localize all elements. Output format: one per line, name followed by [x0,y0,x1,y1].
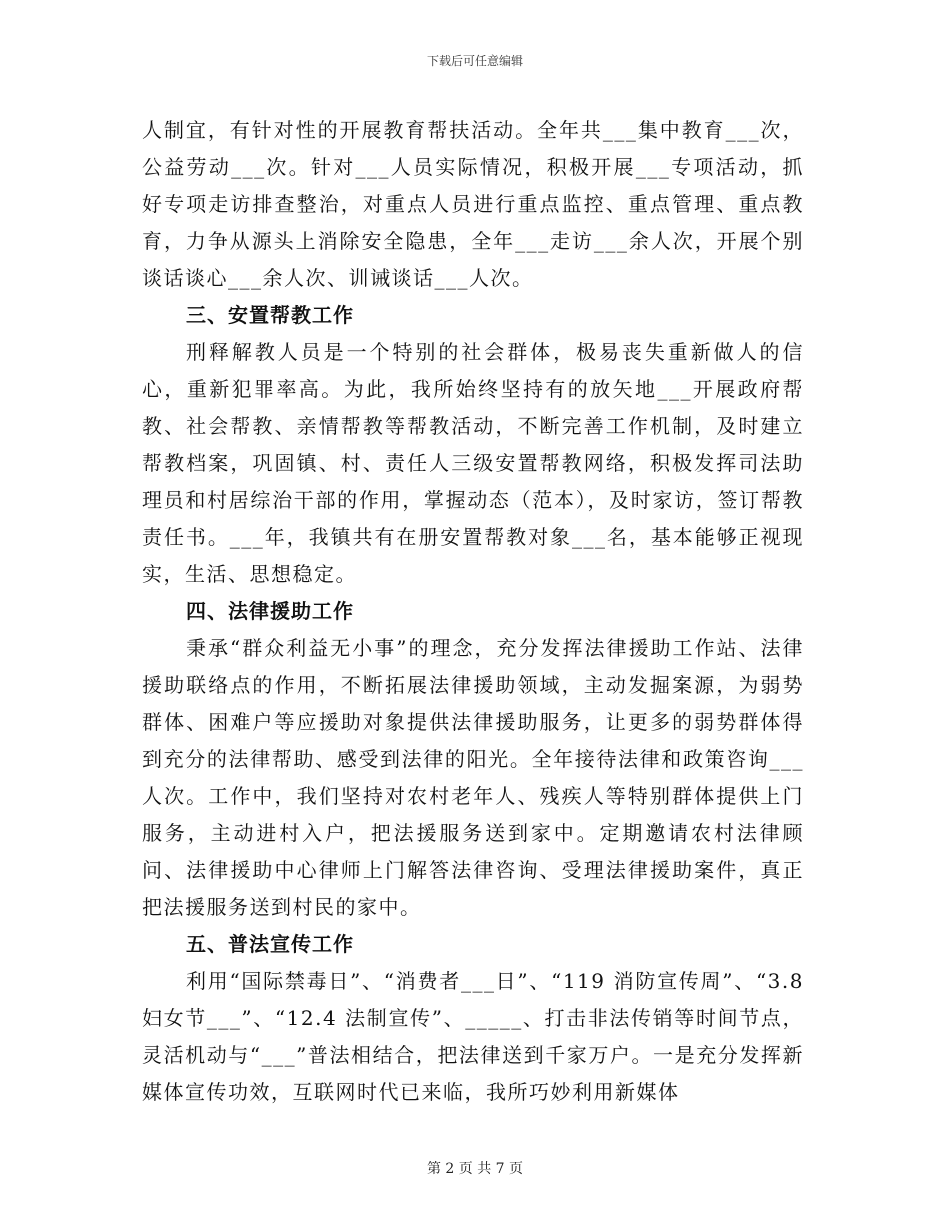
paragraph-education-assistance: 人制宜，有针对性的开展教育帮扶活动。全年共___集中教育___次，公益劳动___次。针对___人员实际情况，积极开展___专项活动，抓好专项走访排查整治，对重点人员进行重点监控、重点管理、重点教育，力争从源头上消除安全隐患，全年___走访___余人次，开展个别谈话谈心___余人次、训诫谈话___人次。 [142,118,804,290]
section-heading-law-publicity: 五、普法宣传工作 [186,932,354,956]
paragraph-legal-aid: 秉承“群众利益无小事”的理念，充分发挥法律援助工作站、法律援助联络点的作用，不断拓展法律援助领域，主动发掘案源，为弱势群体、困难户等应援助对象提供法律援助服务，让更多的弱势群体得到充分的法律帮助、感受到法律的阳光。全年接待法律和政策咨询___人次。工作中，我们坚持对农村老年人、残疾人等特别群体提供上门服务，主动进村入户，把法援服务送到家中。定期邀请农村法律顾问、法律援助中心律师上门解答法律咨询、受理法律援助案件，真正把法援服务送到村民的家中。 [142,636,804,919]
page-number: 第 2 页 共 7 页 [426,1161,524,1177]
section-heading-legal-aid: 四、法律援助工作 [186,599,354,623]
paragraph-resettlement: 刑释解教人员是一个特别的社会群体，极易丧失重新做人的信心，重新犯罪率高。为此，我所始终坚持有的放矢地___开展政府帮教、社会帮教、亲情帮教等帮教活动，不断完善工作机制，及时建立帮教档案，巩固镇、村、责任人三级安置帮教网络，积极发挥司法助理员和村居综治干部的作用，掌握动态（范本），及时家访，签订帮教责任书。___年，我镇共有在册安置帮教对象___名，基本能够正视现实，生活、思想稳定。 [142,340,804,586]
paragraph-law-publicity: 利用“国际禁毒日”、“消费者___日”、“119 消防宣传周”、“3.8 妇女节___”、“12.4 法制宣传”、_____、打击非法传销等时间节点，灵活机动与“___”普法相结合，把法律送到千家万户。一是充分发挥新媒体宣传功效，互联网时代已来临，我所巧妙利用新媒体 [142,969,812,1104]
page-header-note: 下载后可任意编辑 [426,54,523,68]
section-heading-resettlement: 三、安置帮教工作 [186,303,354,327]
document-body [142,112,812,1111]
